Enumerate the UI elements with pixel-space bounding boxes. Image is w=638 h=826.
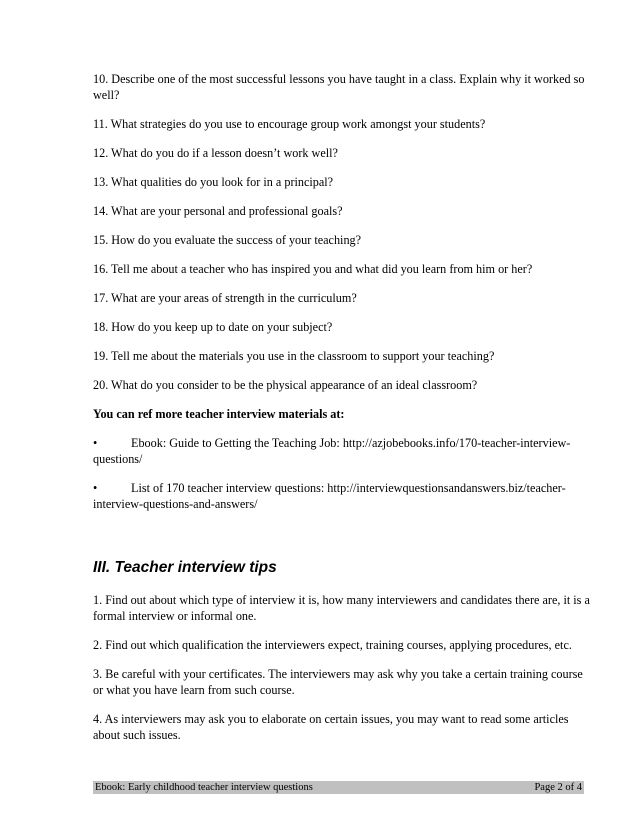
- question-14: 14. What are your personal and professional goals?: [93, 204, 343, 218]
- document-page: [93, 71, 590, 756]
- section-heading: III. Teacher interview tips: [93, 559, 277, 576]
- question-17: 17. What are your areas of strength in the curriculum?: [93, 291, 357, 305]
- resource-text: List of 170 teacher interview questions: http://interviewquestionsandanswers.biz/teacher-interview-questions-and-answers/: [93, 481, 566, 511]
- resource-item-ebook: [93, 435, 590, 467]
- question-16: 16. Tell me about a teacher who has inspired you and what did you learn from him or her?: [93, 262, 533, 276]
- tip-3: 3. Be careful with your certificates. The interviewers may ask why you take a certain training course or what you have learn from such course.: [93, 667, 583, 697]
- question-20: 20. What do you consider to be the physical appearance of an ideal classroom?: [93, 378, 478, 392]
- tip-2: 2. Find out which qualification the interviewers expect, training courses, applying procedures, etc.: [93, 638, 572, 652]
- question-11: 11. What strategies do you use to encourage group work amongst your students?: [93, 117, 486, 131]
- resource-item-list: [93, 480, 590, 512]
- question-10: 10. Describe one of the most successful lessons you have taught in a class. Explain why it worked so well?: [93, 72, 585, 102]
- question-18: 18. How do you keep up to date on your subject?: [93, 320, 333, 334]
- resource-text: Ebook: Guide to Getting the Teaching Job: http://azjobebooks.info/170-teacher-interview-questions/: [93, 436, 571, 466]
- question-19: 19. Tell me about the materials you use in the classroom to support your teaching?: [93, 349, 495, 363]
- resources-heading: You can ref more teacher interview materials at:: [93, 407, 345, 421]
- footer-page-number: Page 2 of 4: [534, 782, 582, 793]
- question-15: 15. How do you evaluate the success of your teaching?: [93, 233, 362, 247]
- footer-title: Ebook: Early childhood teacher interview questions: [95, 782, 313, 793]
- tip-1: 1. Find out about which type of interview it is, how many interviewers and candidates there are, it is a formal interview or informal one.: [93, 593, 590, 623]
- tip-4: 4. As interviewers may ask you to elaborate on certain issues, you may want to read some articles about such issues.: [93, 712, 569, 742]
- bullet-icon: •: [93, 481, 98, 495]
- question-12: 12. What do you do if a lesson doesn’t work well?: [93, 146, 338, 160]
- page-footer: [93, 781, 584, 794]
- question-13: 13. What qualities do you look for in a principal?: [93, 175, 334, 189]
- bullet-icon: •: [93, 436, 98, 450]
